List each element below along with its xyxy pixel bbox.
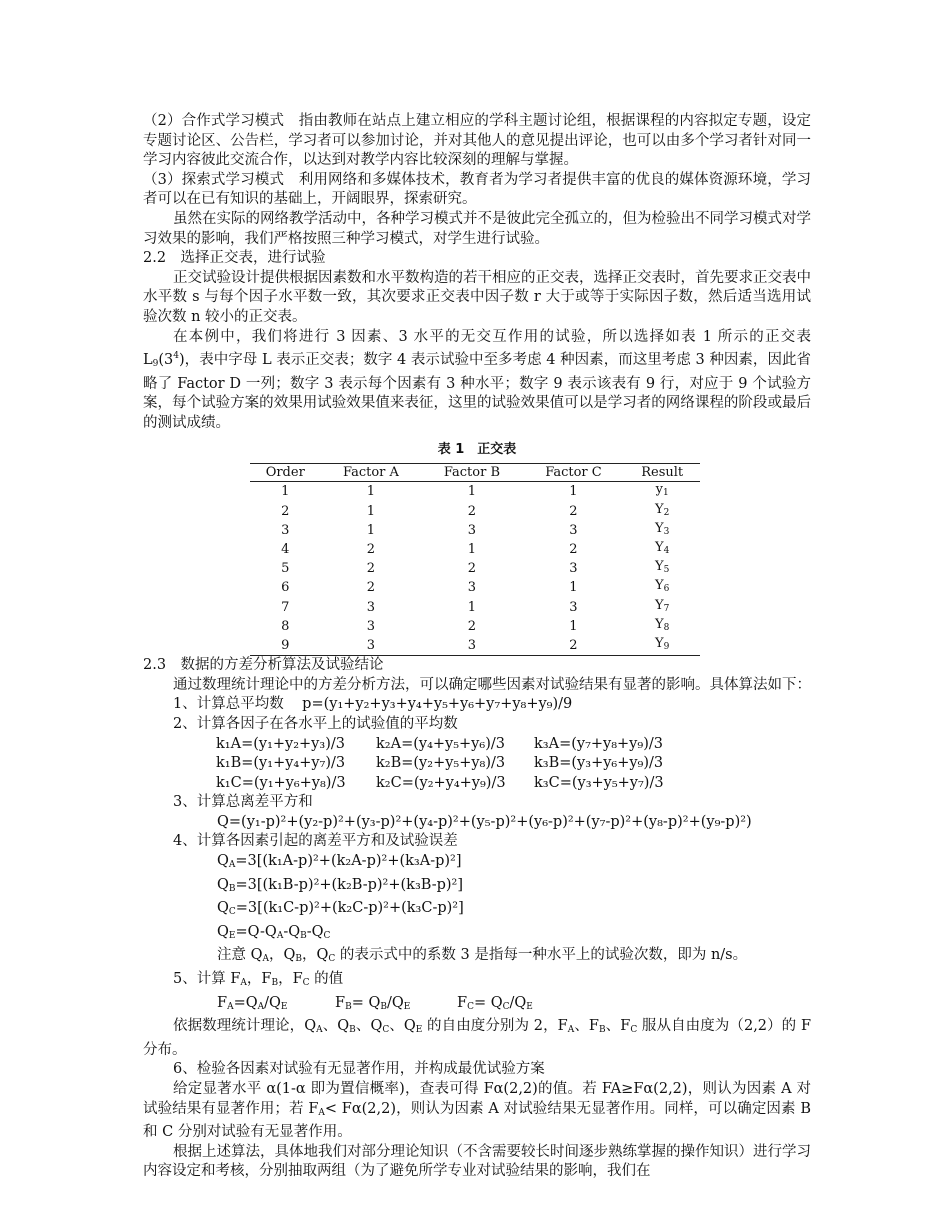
- para-orthogonal-design: 正交试验设计提供根据因素数和水平数构造的若干相应的正交表，选择正交表时，首先要求正交表中水平数 s 与每个因子水平数一致，其次要求正交表中因子数 r 大于或等于实际因子数，然后适当选用试验次数 n 较小的正交表。: [143, 269, 811, 325]
- table-cell: 1: [569, 618, 578, 634]
- result-cell: $Y_4$: [655, 539, 670, 556]
- table-cell: 1: [467, 541, 477, 557]
- table-cell: 1: [281, 484, 290, 500]
- table-body: [250, 482, 700, 656]
- table-row: [250, 578, 700, 597]
- k-row-a: k₁A=(y₁+y₂+y₃)/3 k₂A=(y₄+y₅+y₆)/3 k₃A=(y₇+y₈+y₉)/3: [216, 735, 663, 752]
- step-6: 6、检验各因素对试验有无显著作用，并构成最优试验方案: [173, 1061, 545, 1078]
- header-result: Result: [624, 464, 700, 482]
- table-cell: 1: [467, 484, 477, 500]
- table-cell: 2: [569, 541, 578, 557]
- table-cell: 7: [281, 599, 290, 615]
- para-degrees-freedom: 依据数理统计理论，$Q_A$、$Q_B$、$Q_C$、$Q_E$ 的自由度分别为 2，$F_A$、$F_B$、$F_C$ 服从自由度为（2,2）的 F 分布。: [143, 1018, 812, 1058]
- result-cell: $y_1$: [655, 482, 669, 499]
- result-cell: $Y_5$: [655, 559, 670, 576]
- table-cell: 3: [366, 599, 376, 615]
- k-row-c: k₁C=(y₁+y₆+y₈)/3 k₂C=(y₂+y₄+y₉)/3 k₃C=(y₃+y₅+y₇)/3: [216, 774, 664, 791]
- formula-mean: p=(y₁+y₂+y₃+y₄+y₅+y₆+y₇+y₈+y₉)/9: [302, 696, 573, 713]
- f-formulas: $F_A=Q_A/Q_E$ $F_B= Q_B/Q_E$ $F_C= Q_C/Q_E$: [217, 994, 533, 1012]
- table-cell: 2: [467, 561, 477, 577]
- table-cell: 2: [467, 503, 477, 519]
- table-cell: 3: [569, 522, 578, 538]
- table-cell: 2: [366, 541, 376, 557]
- section-heading-2-3: 2.3 数据的方差分析算法及试验结论: [143, 657, 384, 674]
- table-cell: 4: [281, 541, 290, 557]
- step-3: 3、计算总离差平方和: [173, 794, 313, 811]
- formula-qb: $Q_B=3[(k_1B-p)^2+(k_2B-p)^2+(k_3B-p)^2]$: [217, 876, 463, 894]
- table-cell: 1: [366, 484, 376, 500]
- table-cell: 2: [281, 503, 290, 519]
- result-cell: $Y_9$: [624, 636, 700, 656]
- table-cell: 2: [569, 503, 578, 519]
- table-cell: 5: [281, 561, 290, 577]
- para-significance-test: 给定显著水平 α(1-α 即为置信概率)，查表可得 Fα(2,2)的值。若 FA≥Fα(2,2)，则认为因素 A 对试验结果有显著作用；若 $F_A< F\alpha(2,2)$，则认为因素 A 对试验结果无显著作用。同样，可以确定因素 B 和 C 分别对试验有无显著作用。: [143, 1081, 812, 1141]
- table-cell: 1: [366, 522, 376, 538]
- para-cooperative-mode: （2）合作式学习模式 指由教师在站点上建立相应的学科主题讨论组，根据课程的内容拟定专题，设定专题讨论区、公告栏，学习者可以参加讨论，并对其他人的意见提出评论，也可以由多个学习者针对同一学习内容彼此交流合作，以达到对教学内容比较深刻的理解与掌握。: [143, 113, 811, 169]
- result-cell: $Y_7$: [655, 597, 670, 614]
- result-cell: $Y_6$: [655, 578, 670, 595]
- table-cell: 2: [366, 561, 376, 577]
- table-cell: 3: [467, 522, 477, 538]
- table-row: [250, 502, 700, 521]
- section-heading-2-2: 2.2 选择正交表，进行试验: [143, 250, 326, 267]
- table-cell: 1: [569, 580, 578, 596]
- header-factor-c: Factor C: [523, 464, 625, 482]
- table-cell: 3: [320, 636, 421, 656]
- paper-body: [143, 112, 811, 1182]
- table-cell: 6: [281, 580, 290, 596]
- formula-qa: $Q_A=3[(k_1A-p)^2+(k_2A-p)^2+(k_3A-p)^2]$: [217, 853, 462, 871]
- table-cell: 2: [366, 580, 376, 596]
- table-cell: 3: [467, 580, 477, 596]
- step-1: 1、计算总平均数 p=(y₁+y₂+y₃+y₄+y₅+y₆+y₇+y₈+y₉)/9: [173, 696, 573, 713]
- para-modes-note: 虽然在实际的网络教学活动中，各种学习模式并不是彼此完全孤立的，但为检验出不同学习模式对学习效果的影响，我们严格按照三种学习模式，对学生进行试验。: [143, 210, 811, 247]
- table-cell: 3: [281, 522, 290, 538]
- result-cell: $Y_3$: [655, 520, 670, 537]
- para-exploratory-mode: （3）探索式学习模式 利用网络和多媒体技术，教育者为学习者提供丰富的优良的媒体资源环境，学习者可以在已有知识的基础上，开阔眼界，探索研究。: [143, 171, 811, 208]
- result-cell: $Y_2$: [655, 501, 670, 518]
- header-factor-b: Factor B: [421, 464, 522, 482]
- table-cell: 3: [569, 561, 578, 577]
- table-cell: 2: [467, 618, 477, 634]
- table-cell: 8: [281, 618, 290, 634]
- table-cell: 3: [421, 636, 522, 656]
- table-cell: 1: [569, 484, 578, 500]
- formula-total-deviation: Q=(y₁-p)²+(y₂-p)²+(y₃-p)²+(y₄-p)²+(y₅-p)²+(y₆-p)²+(y₇-p)²+(y₈-p)²+(y₉-p)²): [217, 813, 752, 830]
- table-row: [250, 598, 700, 617]
- result-cell: $Y_8$: [655, 616, 670, 633]
- table-row: [250, 482, 700, 502]
- table-row: [250, 617, 700, 636]
- table-cell: 3: [366, 618, 376, 634]
- table-row: [250, 636, 700, 656]
- step-4: 4、计算各因素引起的离差平方和及试验误差: [173, 833, 458, 850]
- table-cell: 1: [467, 599, 477, 615]
- para-anova-intro: 通过数理统计理论中的方差分析方法，可以确定哪些因素对试验结果有显著的影响。具体算法如下：: [173, 676, 811, 693]
- table-cell: 1: [366, 503, 376, 519]
- table-row: [250, 559, 700, 578]
- table-cell: 9: [250, 636, 320, 656]
- table-header-row: [250, 464, 700, 482]
- para-l9-table: 在本例中，我们将进行 3 因素、3 水平的无交互作用的试验，所以选择如表 1 所示的正交表 $L_9(3^4)$，表中字母 L 表示正交表；数字 4 表示试验中至多考虑 4 种因素，而这里考虑 3 种因素，因此省略了 Factor D 一列；数字 3 表示每个因素有 3 种水平；数字 9 表示该表有 9 行，对应于 9 个试验方案，每个试验方案的效果用试验效果值来表征，这里的试验效果值可以是学习者的网络课程的阶段或最后的测试成绩。: [143, 328, 811, 431]
- para-experiment-setup: 根据上述算法，具体地我们对部分理论知识（不含需要较长时间逐步熟练掌握的操作知识）进行学习内容设定和考核，分别抽取两组（为了避免所学专业对试验结果的影响，我们在: [143, 1143, 811, 1180]
- note-coefficient: 注意 $Q_A$，$Q_B$，$Q_C$ 的表示式中的系数 3 是指每一种水平上的试验次数，即为 n/s。: [217, 947, 748, 965]
- table-row: [250, 521, 700, 540]
- formula-qe: $Q_E=Q-Q_A-Q_B-Q_C$: [217, 923, 331, 941]
- table-cell: 3: [569, 599, 578, 615]
- k-row-b: k₁B=(y₁+y₄+y₇)/3 k₂B=(y₂+y₅+y₈)/3 k₃B=(y₃+y₆+y₉)/3: [216, 755, 664, 772]
- table-caption: 表 1 正交表: [437, 441, 517, 457]
- step-5: 5、计算 $F_A$，$F_B$，$F_C$ 的值: [173, 971, 344, 989]
- formula-qc: $Q_C=3[(k_1C-p)^2+(k_2C-p)^2+(k_3C-p)^2]$: [217, 900, 464, 918]
- orthogonal-table: [250, 463, 700, 656]
- header-order: Order: [250, 464, 320, 482]
- table-row: [250, 540, 700, 559]
- table-cell: 2: [523, 636, 625, 656]
- header-factor-a: Factor A: [320, 464, 421, 482]
- step-2: 2、计算各因子在各水平上的试验值的平均数: [173, 715, 458, 732]
